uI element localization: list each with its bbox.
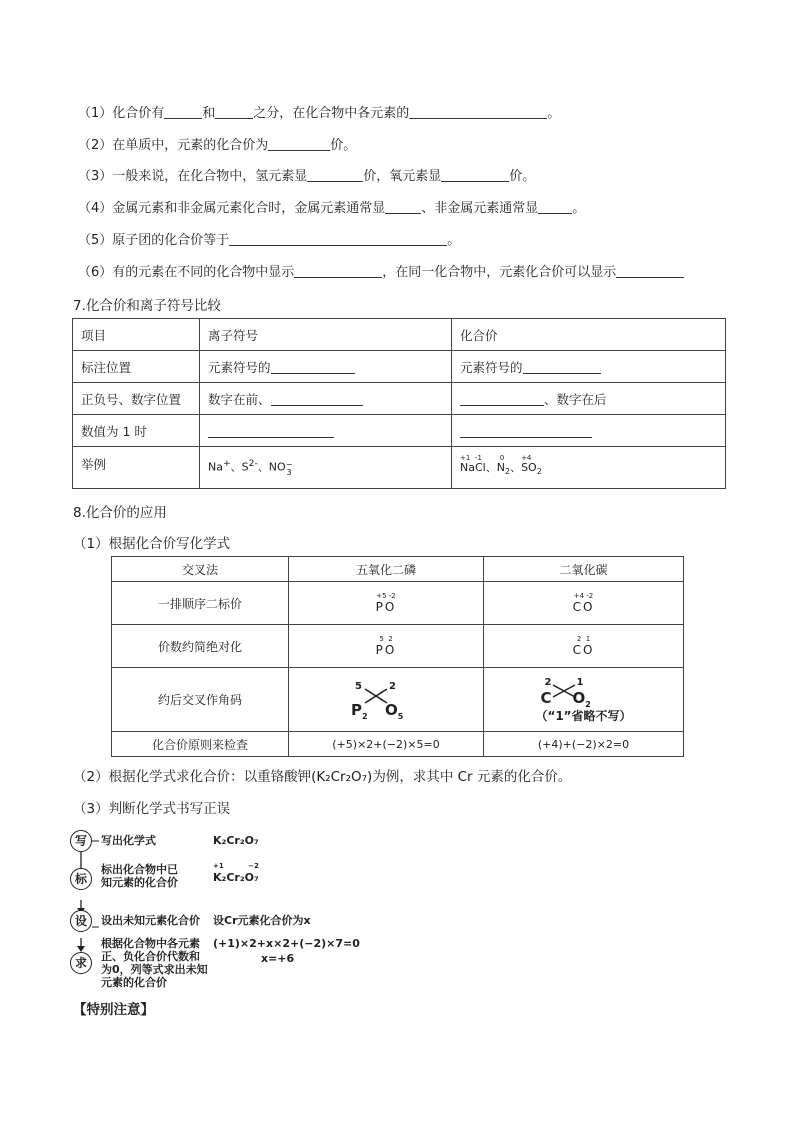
blank[interactable] — [538, 199, 572, 214]
blank[interactable] — [307, 167, 363, 182]
comparison-table — [72, 318, 726, 489]
item-3: （3）一般来说，在化合物中，氢元素显 价，氧元素显 价。 — [78, 169, 536, 184]
item-5: （5）原子团的化合价等于 。 — [78, 233, 461, 248]
table-row: 正负号、数字位置 数字在前、 、数字在后 — [73, 383, 726, 415]
valence-examples: +1 Na -1 Cl、 0 $N_2$、 +4 $SO_2$ — [452, 447, 726, 489]
table-row: 举例 Na+、$S^{2-}$、NO− 3 +1 Na -1 Cl、 0 $N_2$、 +4 $SO_2$ — [73, 447, 726, 489]
blank[interactable] — [215, 104, 253, 119]
table-row: 化合价原则来检查 (+5)×2+(−2)×5=0 (+4)+(−2)×2=0 — [112, 732, 684, 757]
blank[interactable] — [409, 104, 547, 119]
section-8-sub1: （1）根据化合价写化学式 — [73, 536, 231, 552]
item-2: （2）在单质中，元素的化合价为 价。 — [78, 138, 357, 153]
item-6: （6）有的元素在不同的化合物中显示 ，在同一化合物中，元素化合价可以显示 — [78, 263, 684, 282]
special-note-title: 【特别注意】 — [73, 1002, 154, 1018]
blank[interactable] — [385, 199, 421, 214]
section-7-title: 7.化合价和离子符号比较 — [73, 298, 221, 314]
blank[interactable] — [441, 167, 509, 182]
table-row: 约后交叉作角码 5 2 $P_2$ $O_5$ 2 1 C $O_2$ （“1”省略不写） — [112, 668, 684, 732]
item-1: （1）化合价有 和 之分，在化合物中各元素的 。 — [78, 106, 561, 121]
blank[interactable] — [208, 423, 334, 438]
step-set-circle: 设 — [70, 910, 92, 932]
ion-examples: Na+、$S^{2-}$、NO− 3 — [200, 447, 452, 489]
blank[interactable] — [523, 359, 601, 374]
blank[interactable] — [271, 359, 355, 374]
step-solve-circle: 求 — [70, 952, 92, 974]
table-row: 一排顺序二标价 +5 -2 PO +4 -2 CO — [112, 582, 684, 625]
cross-method-table — [111, 556, 684, 757]
co2-cross: 2 1 C $O_2$ （“1”省略不写） — [484, 668, 684, 732]
blank[interactable] — [268, 136, 330, 151]
p2o5-cross: 5 2 $P_2$ $O_5$ — [289, 668, 484, 732]
table-row: 项目 离子符号 化合价 — [73, 319, 726, 351]
blank[interactable] — [164, 104, 202, 119]
section-8-sub2: （2）根据化学式求化合价：以重铬酸钾(K₂Cr₂O₇)为例，求其中 Cr 元素的化合价。 — [73, 769, 572, 785]
section-8-sub3: （3）判断化学式书写正误 — [73, 801, 231, 817]
blank[interactable] — [294, 263, 382, 278]
item-4: （4）金属元素和非金属元素化合时，金属元素通常显 、非金属元素通常显 。 — [78, 201, 586, 216]
step-write-circle: 写 — [70, 830, 92, 852]
blank[interactable] — [460, 423, 592, 438]
table-row: 价数约简绝对化 5 2 PO 2 1 CO — [112, 625, 684, 668]
blank[interactable] — [229, 231, 447, 246]
blank[interactable] — [460, 391, 544, 406]
blank[interactable] — [616, 263, 684, 278]
section-8-title: 8.化合价的应用 — [73, 505, 167, 521]
table-row: 交叉法 五氧化二磷 二氧化碳 — [112, 557, 684, 582]
step-mark-circle: 标 — [70, 868, 92, 890]
table-row: 数值为 1 时 — [73, 415, 726, 447]
table-row: 标注位置 元素符号的 元素符号的 — [73, 351, 726, 383]
blank[interactable] — [271, 391, 363, 406]
